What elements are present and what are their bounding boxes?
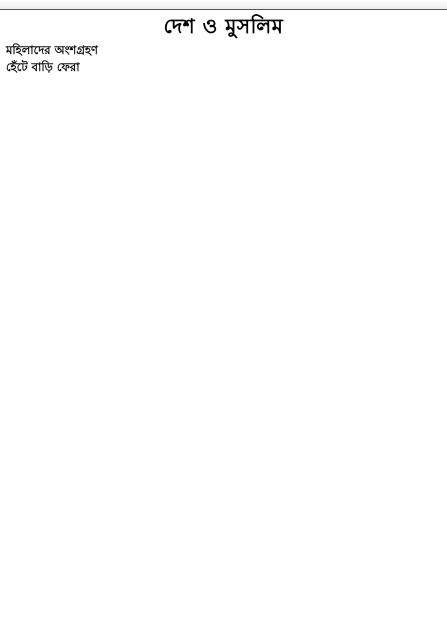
section-heading-walking-home: হেঁটে বাড়ি ফেরা: [6, 60, 80, 74]
article-paragraph-women-participation: [6, 43, 441, 58]
article-title: দেশ ও মুসলিম: [163, 14, 284, 38]
article-paragraph-walking-home: [6, 60, 441, 75]
section-heading-women-participation: মহিলাদের অংশগ্রহণ: [6, 43, 98, 57]
masthead-strip: [0, 0, 447, 10]
article-body: [6, 43, 441, 75]
